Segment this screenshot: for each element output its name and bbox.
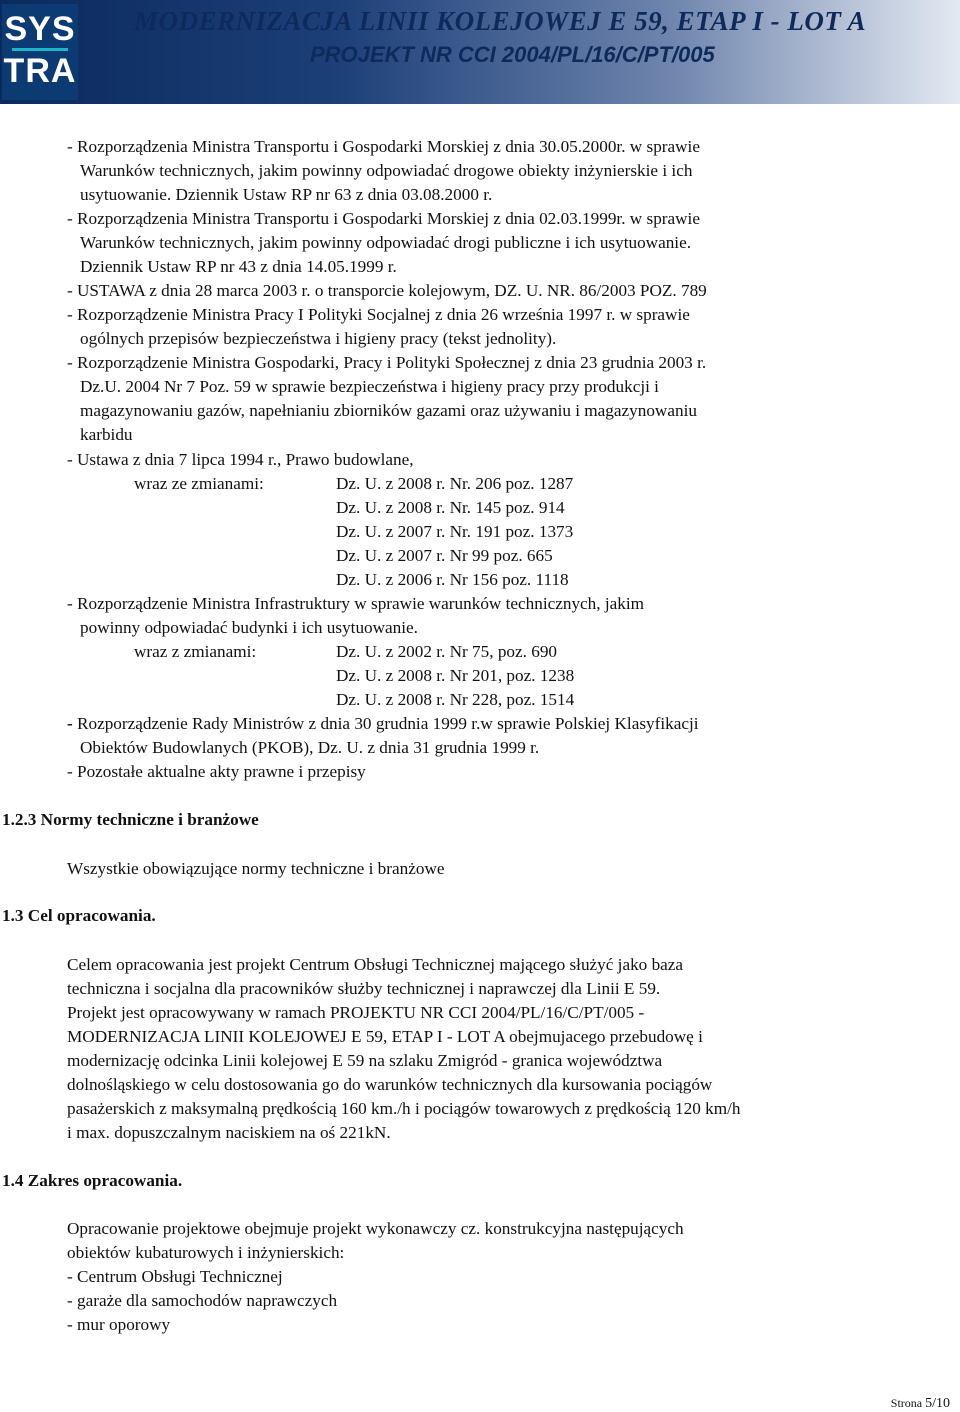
text-line: - Ustawa z dnia 7 lipca 1994 r., Prawo budowlane, bbox=[67, 450, 414, 469]
text-line: Projekt jest opracowywany w ramach PROJEKTU NR CCI 2004/PL/16/C/PT/005 - bbox=[67, 1003, 645, 1022]
text-line: - Rozporządzenia Ministra Transportu i Gospodarki Morskiej z dnia 02.03.1999r. w sprawie bbox=[67, 209, 700, 228]
text-line: - Rozporządzenia Ministra Transportu i Gospodarki Morskiej z dnia 30.05.2000r. w sprawie bbox=[67, 137, 700, 156]
text-line: powinny odpowiadać budynki i ich usytuowanie. bbox=[80, 618, 418, 637]
text-line: techniczna i socjalna dla pracowników służby technicznej i naprawczej dla Linii E 59. bbox=[67, 979, 661, 998]
text-line: Dz.U. 2004 Nr 7 Poz. 59 w sprawie bezpieczeństwa i higieny pracy przy produkcji i bbox=[80, 377, 659, 396]
text-line: - Pozostałe aktualne akty prawne i przepisy bbox=[67, 762, 366, 781]
page-footer bbox=[891, 1396, 950, 1412]
text-line: - garaże dla samochodów naprawczych bbox=[67, 1291, 338, 1310]
text-line: usytuowanie. Dziennik Ustaw RP nr 63 z dnia 03.08.2000 r. bbox=[80, 185, 493, 204]
text-line: magazynowaniu gazów, napełnianiu zbiorników gazami oraz używaniu i magazynowaniu bbox=[80, 401, 697, 420]
text-span: Rozporządzenie Rady Ministrów z dnia 30 grudnia 1999 r.w sprawie Polskiej Klasyfikacji bbox=[72, 714, 699, 733]
text-line: - USTAWA z dnia 28 marca 2003 r. o transporcie kolejowym, DZ. U. NR. 86/2003 POZ. 789 bbox=[67, 281, 707, 300]
text-line: Opracowanie projektowe obejmuje projekt wykonawczy cz. konstrukcyjna następujących bbox=[67, 1219, 684, 1238]
text-line: ogólnych przepisów bezpieczeństwa i higieny pracy (tekst jednolity). bbox=[80, 329, 557, 348]
text-line: modernizację odcinka Linii kolejowej E 59 na szlaku Zmigród - granica województwa bbox=[67, 1051, 663, 1070]
logo-text-bottom: TRA bbox=[3, 52, 77, 90]
text-line: pasażerskich z maksymalną prędkością 160 km./h i pociągów towarowych z prędkością 120 km/h bbox=[67, 1099, 741, 1118]
text-line: Celem opracowania jest projekt Centrum Obsługi Technicznej mającego służyć jako baza bbox=[67, 955, 684, 974]
text-line: Dz. U. z 2007 r. Nr 99 poz. 665 bbox=[336, 546, 553, 565]
text-line: Dziennik Ustaw RP nr 43 z dnia 14.05.1999 r. bbox=[80, 257, 397, 276]
text-line: - Rozporządzenie Ministra Gospodarki, Pracy i Polityki Społecznej z dnia 23 grudnia 2003 r. bbox=[67, 353, 707, 372]
text-line: karbidu bbox=[80, 425, 133, 444]
text-line: obiektów kubaturowych i inżynierskich: bbox=[67, 1243, 345, 1262]
text-line: Dz. U. z 2006 r. Nr 156 poz. 1118 bbox=[336, 570, 569, 589]
logo-divider bbox=[12, 48, 68, 51]
systra-logo bbox=[2, 4, 78, 100]
header-title: MODERNIZACJA LINII KOLEJOWEJ E 59, ETAP I - LOT A bbox=[134, 6, 867, 36]
text-line: Dz. U. z 2002 r. Nr 75, poz. 690 bbox=[336, 642, 558, 661]
text-line: Wszystkie obowiązujące normy techniczne i branżowe bbox=[67, 859, 445, 878]
text-line: Warunków technicznych, jakim powinny odpowiadać drogi publiczne i ich usytuowanie. bbox=[80, 233, 691, 252]
text-line: - Rozporządzenie Ministra Pracy I Polityki Socjalnej z dnia 26 września 1997 r. w sprawie bbox=[67, 305, 690, 324]
section-heading-1-3: 1.3 Cel opracowania. bbox=[2, 906, 156, 925]
text-line: Dz. U. z 2008 r. Nr 228, poz. 1514 bbox=[336, 690, 575, 709]
text-line: Dz. U. z 2008 r. Nr. 145 poz. 914 bbox=[336, 498, 565, 517]
page-label: Strona bbox=[890, 1396, 923, 1410]
text-line: Obiektów Budowlanych (PKOB), Dz. U. z dnia 31 grudnia 1999 r. bbox=[80, 738, 540, 757]
document-header bbox=[0, 0, 960, 104]
text-line: - mur oporowy bbox=[67, 1315, 171, 1334]
text-line bbox=[67, 712, 699, 736]
bold-dash: - bbox=[67, 714, 73, 733]
text-line: dolnośląskiego w celu dostosowania go do warunków technicznych dla kursowania pociągów bbox=[67, 1075, 713, 1094]
text-line: Dz. U. z 2008 r. Nr 201, poz. 1238 bbox=[336, 666, 575, 685]
text-line: - Centrum Obsługi Technicznej bbox=[67, 1267, 283, 1286]
text-line: wraz z zmianami: bbox=[134, 642, 257, 661]
logo-text-top: SYS bbox=[4, 10, 76, 48]
text-line: Warunków technicznych, jakim powinny odpowiadać drogowe obiekty inżynierskie i ich bbox=[80, 161, 693, 180]
text-line: wraz ze zmianami: bbox=[134, 474, 264, 493]
text-line: i max. dopuszczalnym naciskiem na oś 221kN. bbox=[67, 1123, 391, 1142]
text-line: - Rozporządzenie Ministra Infrastruktury w sprawie warunków technicznych, jakim bbox=[67, 594, 645, 613]
text-line: Dz. U. z 2007 r. Nr. 191 poz. 1373 bbox=[336, 522, 574, 541]
text-line: Dz. U. z 2008 r. Nr. 206 poz. 1287 bbox=[336, 474, 574, 493]
section-heading-1-2-3: 1.2.3 Normy techniczne i branżowe bbox=[2, 810, 259, 829]
header-subtitle: PROJEKT NR CCI 2004/PL/16/C/PT/005 bbox=[310, 42, 715, 67]
text-line: MODERNIZACJA LINII KOLEJOWEJ E 59, ETAP I - LOT A obejmujacego przebudowę i bbox=[67, 1027, 703, 1046]
section-heading-1-4: 1.4 Zakres opracowania. bbox=[2, 1171, 183, 1190]
page-number: 5/10 bbox=[925, 1396, 950, 1411]
